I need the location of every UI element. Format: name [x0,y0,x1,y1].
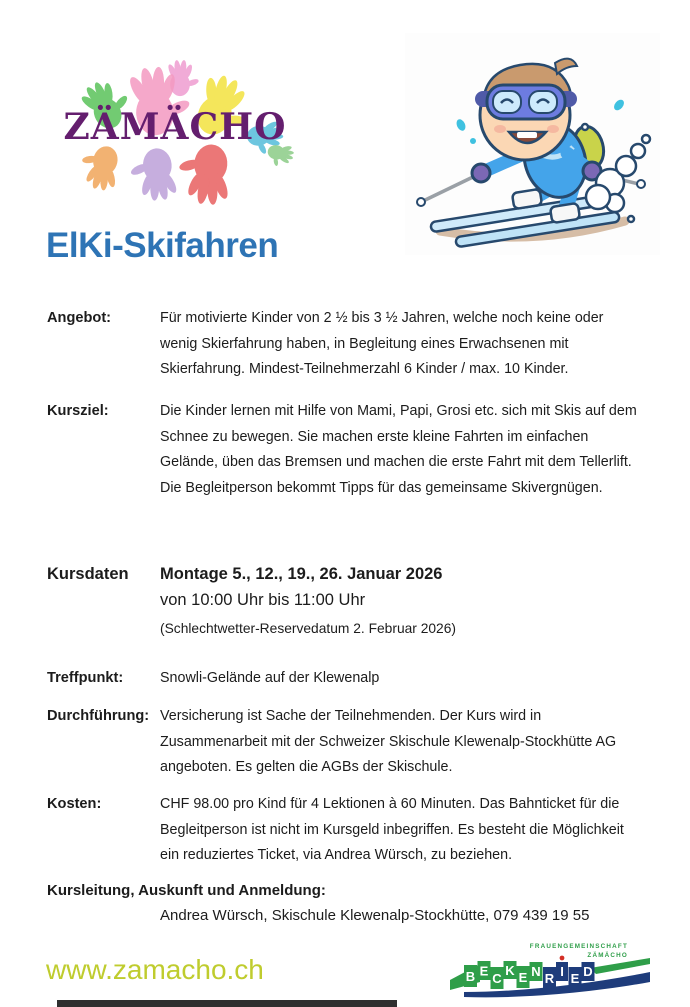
skiing-child-illustration [405,33,660,255]
beckenried-logo [450,940,650,1002]
section-kursdaten [47,561,639,641]
page-title: ElKi-Skifahren [46,226,279,265]
zamacho-handprint-logo [42,45,312,215]
treffpunkt-label: Treffpunkt: [47,670,124,686]
kursziel-label: Kursziel: [47,403,109,419]
kursdaten-reserve-date: (Schlechtwetter-Reservedatum 2. Februar 2026) [160,621,456,636]
section-durchfuehrung [47,704,639,781]
frauengemeinschaft-text: FRAUENGEMEINSCHAFT [529,943,628,950]
beckenried-letter: K [505,963,515,978]
kursleitung-contact: Andrea Würsch, Skischule Klewenalp-Stockhütte, 079 439 19 55 [160,907,590,924]
kursdaten-time: von 10:00 Uhr bis 11:00 Uhr [160,591,366,609]
angebot-label: Angebot: [47,310,112,326]
section-kursziel [47,399,639,501]
handprints-illustration [42,45,312,215]
beckenried-logo-graphic [450,940,650,1002]
beckenried-letter: I [560,964,564,979]
beckenried-letter: N [531,964,541,979]
durchfuehrung-text: Versicherung ist Sache der Teilnehmenden. Der Kurs wird in Zusammenarbeit mit der Schweizer Skischule Klewenalp-Stockhütte AG angeboten. Es gelten die AGBs der Skischule. [160,708,617,775]
angebot-text: Für motivierte Kinder von 2 ½ bis 3 ½ Jahren, welche noch keine oder wenig Skierfahrung haben, in Begleitung eines Erwachsenen mit Skierfahrung. Mindest-Teilnehmerzahl 6 Kinder / max. 10 Kinder. [160,310,604,377]
beckenried-letter: E [518,970,528,985]
bottom-page-edge [57,1000,397,1007]
beckenried-letter: D [583,964,593,979]
kosten-label: Kosten: [47,796,102,812]
skier-cartoon [405,33,660,255]
section-kosten [47,792,639,869]
zamacho-text: ZÄMÄCHO [587,952,628,959]
beckenried-letter: C [492,971,502,986]
beckenried-letter: R [544,971,555,986]
kursdaten-dates: Montage 5., 12., 19., 26. Januar 2026 [160,565,443,583]
section-angebot [47,306,639,383]
durchfuehrung-label: Durchführung: [47,708,150,724]
kursleitung-label: Kursleitung, Auskunft und Anmeldung: [47,882,326,899]
i-dot [560,956,565,961]
kosten-text: CHF 98.00 pro Kind für 4 Lektionen à 60 Minuten. Das Bahnticket für die Begleitperson ist nicht im Kursgeld inbegriffen. Es besteht die Möglichkeit ein reduziertes Ticket, via Andrea Würsch, zu beziehen. [160,796,624,863]
kursziel-text: Die Kinder lernen mit Hilfe von Mami, Papi, Grosi etc. sich mit Skis auf dem Schnee zu bewegen. Sie machen erste kleine Fahrten im einfachen Gelände, üben das Bremsen und machen die erste Fahrt mit dem Tellerlift. Die Begleitperson bekommt Tipps für das gemeinsame Skivergnügen. [160,403,637,496]
section-treffpunkt [47,666,639,692]
kursdaten-label: Kursdaten [47,565,129,583]
website-link[interactable]: www.zamacho.ch [46,954,264,985]
treffpunkt-text: Snowli-Gelände auf der Klewenalp [160,670,380,686]
beckenried-letter: E [479,963,489,979]
beckenried-letter: B [465,969,476,984]
logo-text: ZÄMÄCHO [63,106,287,148]
beckenried-letter: E [570,971,580,986]
